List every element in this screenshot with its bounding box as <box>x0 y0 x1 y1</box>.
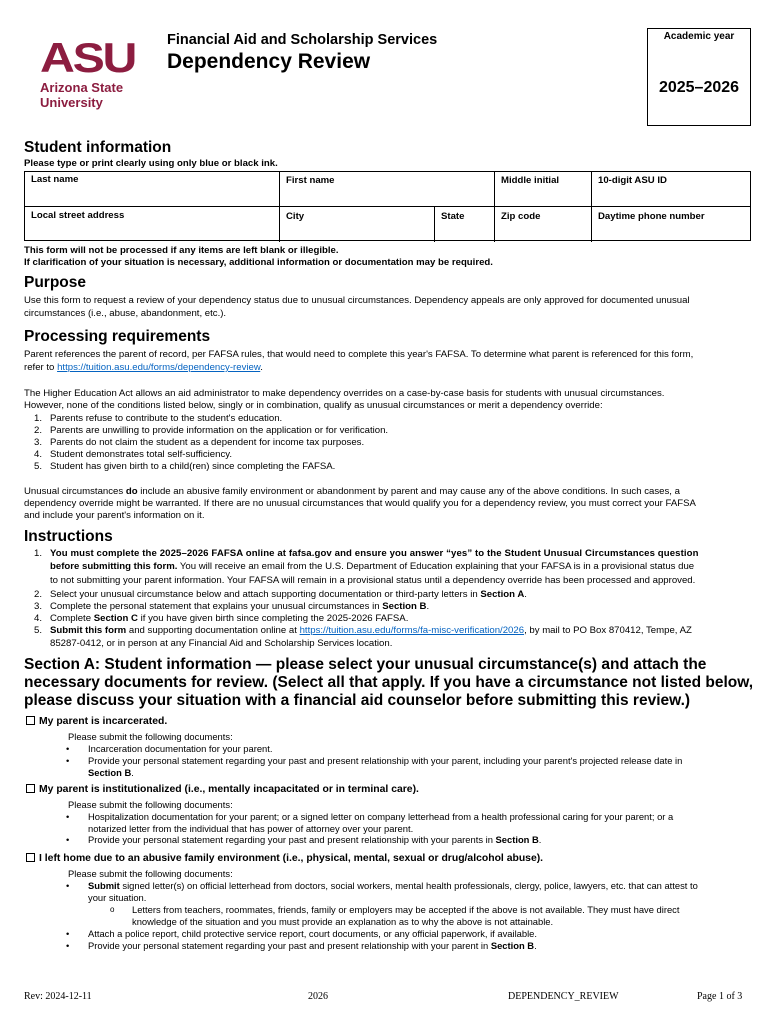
section-a-heading: Section A: Student information — please select your unusual circumstance(s) and attach the necessary documents for review. (Select all that apply. If you have a circumstance not listed below, please discuss your situation with a financial aid counselor before submitting this review.) <box>24 656 754 709</box>
footer-year: 2026 <box>308 991 328 1002</box>
condition-item: 2. Parents are unwilling to provide information on the application or for verification. <box>33 425 389 436</box>
refer-to-text: refer to <box>24 362 58 373</box>
page-title: Dependency Review <box>167 50 371 73</box>
clarification-warning: If clarification of your situation is necessary, additional information or documentation may be required. <box>24 257 493 268</box>
zip-code-field[interactable] <box>495 207 592 242</box>
list-item: • Provide your personal statement regarding your past and present relationship with your parents in Section B. <box>66 834 542 845</box>
processing-text-2 <box>24 362 263 375</box>
state-field[interactable] <box>435 207 495 242</box>
middle-initial-label: Middle initial <box>501 175 560 186</box>
instruction-item: 5. Submit this form and supporting documentation online at https://tuition.asu.edu/forms/fa-misc-verification/2026, by mail to PO Box 870412, Tempe, AZ <box>33 625 692 636</box>
documents-intro: Please submit the following documents: <box>68 868 233 879</box>
last-name-field[interactable] <box>25 172 280 207</box>
ink-instruction: Please type or print clearly using only blue or black ink. <box>24 158 278 169</box>
student-info-table <box>24 171 751 241</box>
academic-year-box <box>647 28 751 126</box>
instruction-item: 1. You must complete the 2025–2026 FAFSA online at fafsa.gov and ensure you answer “yes” to the Student Unusual Circumstances question <box>33 548 699 559</box>
processing-heading: Processing requirements <box>24 328 211 345</box>
zip-code-label: Zip code <box>501 211 541 222</box>
unusual-text-2: dependency override might be warranted. If there are no unusual circumstances that would qualify you for a dependency review, you must correct your FAFSA <box>24 498 696 509</box>
verification-link[interactable]: https://tuition.asu.edu/forms/fa-misc-verification/2026 <box>299 625 525 636</box>
purpose-text-2: circumstances (i.e., abuse, abandonment, etc.). <box>24 308 227 319</box>
dependency-review-link[interactable]: https://tuition.asu.edu/forms/dependency-review <box>57 362 261 373</box>
street-address-field[interactable] <box>25 207 280 242</box>
state-label: State <box>441 211 465 222</box>
instruction-item: 2. Select your unusual circumstance below and attach supporting documentation or third-party letters in Section A. <box>33 589 527 600</box>
academic-year-label: Academic year <box>663 31 735 42</box>
documents-intro: Please submit the following documents: <box>68 731 233 742</box>
list-item: • Attach a police report, child protective service report, court documents, or any official paperwork, if available. <box>66 928 538 939</box>
street-address-label: Local street address <box>31 210 125 221</box>
purpose-text-1: Use this form to request a review of your dependency status due to unusual circumstances. Dependency appeals are only approved for documented unusual <box>24 295 690 306</box>
page-number: Page 1 of 3 <box>697 991 743 1002</box>
first-name-field[interactable] <box>280 172 495 207</box>
unusual-text-3: and include your parent's information on it. <box>24 510 205 521</box>
last-name-label: Last name <box>31 174 79 185</box>
institutionalized-checkbox-row[interactable]: My parent is institutionalized (i.e., mentally incapacitated or in terminal care). <box>26 784 419 795</box>
revision-date: Rev: 2024-12-11 <box>24 991 92 1002</box>
list-item: • Provide your personal statement regarding your past and present relationship with your parent in Section B. <box>66 940 537 951</box>
instruction-item-cont: before submitting this form. You will receive an email from the U.S. Department of Education explaining that your FAFSA is in a provisional status due <box>50 561 695 572</box>
condition-item: 5. Student has given birth to a child(ren) since completing the FAFSA. <box>33 461 336 472</box>
unusual-text-1: Unusual circumstances do include an abusive family environment or abandonment by parent and may cause any of the above conditions. In such cases, a <box>24 486 680 497</box>
department-name: Financial Aid and Scholarship Services <box>167 32 438 48</box>
asu-logo-line1: Arizona State <box>40 80 124 95</box>
list-item: • Provide your personal statement regarding your past and present relationship with your parent, including your parent's projected release date in Section B. <box>66 755 683 778</box>
condition-item: 1. Parents refuse to contribute to the student's education. <box>33 413 283 424</box>
list-item: • Submit signed letter(s) on official letterhead from doctors, social workers, mental health professionals, clergy, police, lawyers, etc. that can attest to your situation. <box>66 880 698 903</box>
student-info-heading: Student information <box>24 139 172 156</box>
instruction-item-cont: 85287-0412, or in person at any Financial Aid and Scholarship Services location. <box>50 638 393 649</box>
asu-logo-line2: University <box>40 95 103 110</box>
instruction-item-cont: to not submitting your parent information. Your FAFSA will remain in a provisional status until a dependency override has been processed and approved. <box>50 575 696 586</box>
sub-list-item: o Letters from teachers, roommates, friends, family or employers may be accepted if the above is not available. They must have direct knowledge of the situation and you must provide an explanation as to why the above is not attainable. <box>110 904 680 927</box>
processing-text-1: Parent references the parent of record, per FAFSA rules, that would need to complete this year's FAFSA. To determine what parent is referenced for this form, <box>24 349 694 360</box>
asu-id-label: 10-digit ASU ID <box>598 175 667 186</box>
hea-text-1: The Higher Education Act allows an aid administrator to make dependency overrides on a case-by-case basis for students with unusual circumstances. <box>24 388 665 399</box>
list-item: • Incarceration documentation for your parent. <box>66 743 273 754</box>
processing-warning: This form will not be processed if any items are left blank or illegible. <box>24 245 339 256</box>
instruction-item: 4. Complete Section C if you have given birth since completing the 2025-2026 FAFSA. <box>33 613 409 624</box>
phone-field[interactable] <box>592 207 750 242</box>
checkbox[interactable] <box>26 784 35 793</box>
hea-text-2: However, none of the conditions listed below, singly or in combination, qualify as unusual circumstances or merit a dependency override: <box>24 400 603 411</box>
checkbox[interactable] <box>26 853 35 862</box>
city-field[interactable] <box>280 207 435 242</box>
period: . <box>260 362 263 373</box>
middle-initial-field[interactable] <box>495 172 592 207</box>
phone-label: Daytime phone number <box>598 211 705 222</box>
documents-intro: Please submit the following documents: <box>68 799 233 810</box>
incarcerated-checkbox-row[interactable]: My parent is incarcerated. <box>26 716 167 727</box>
instruction-item: 3. Complete the personal statement that explains your unusual circumstances in Section B. <box>33 601 430 612</box>
abusive-environment-checkbox-row[interactable]: I left home due to an abusive family environment (i.e., physical, mental, sexual or drug/alcohol abuse). <box>26 853 543 864</box>
instructions-heading: Instructions <box>24 528 113 545</box>
city-label: City <box>286 211 305 222</box>
academic-year-value: 2025–2026 <box>658 79 740 96</box>
asu-logo-wordmark: ASU <box>40 34 136 81</box>
form-code: DEPENDENCY_REVIEW <box>508 991 619 1002</box>
asu-id-field[interactable] <box>592 172 750 207</box>
condition-item: 4. Student demonstrates total self-sufficiency. <box>33 449 233 460</box>
list-item: • Hospitalization documentation for your parent; or a signed letter on company letterhead from a health professional caring for your parent; or a notarized letter from the individual that has power of attorney over your parent. <box>66 811 674 834</box>
first-name-label: First name <box>286 175 335 186</box>
purpose-heading: Purpose <box>24 274 87 291</box>
checkbox[interactable] <box>26 716 35 725</box>
condition-item: 3. Parents do not claim the student as a dependent for income tax purposes. <box>33 437 365 448</box>
